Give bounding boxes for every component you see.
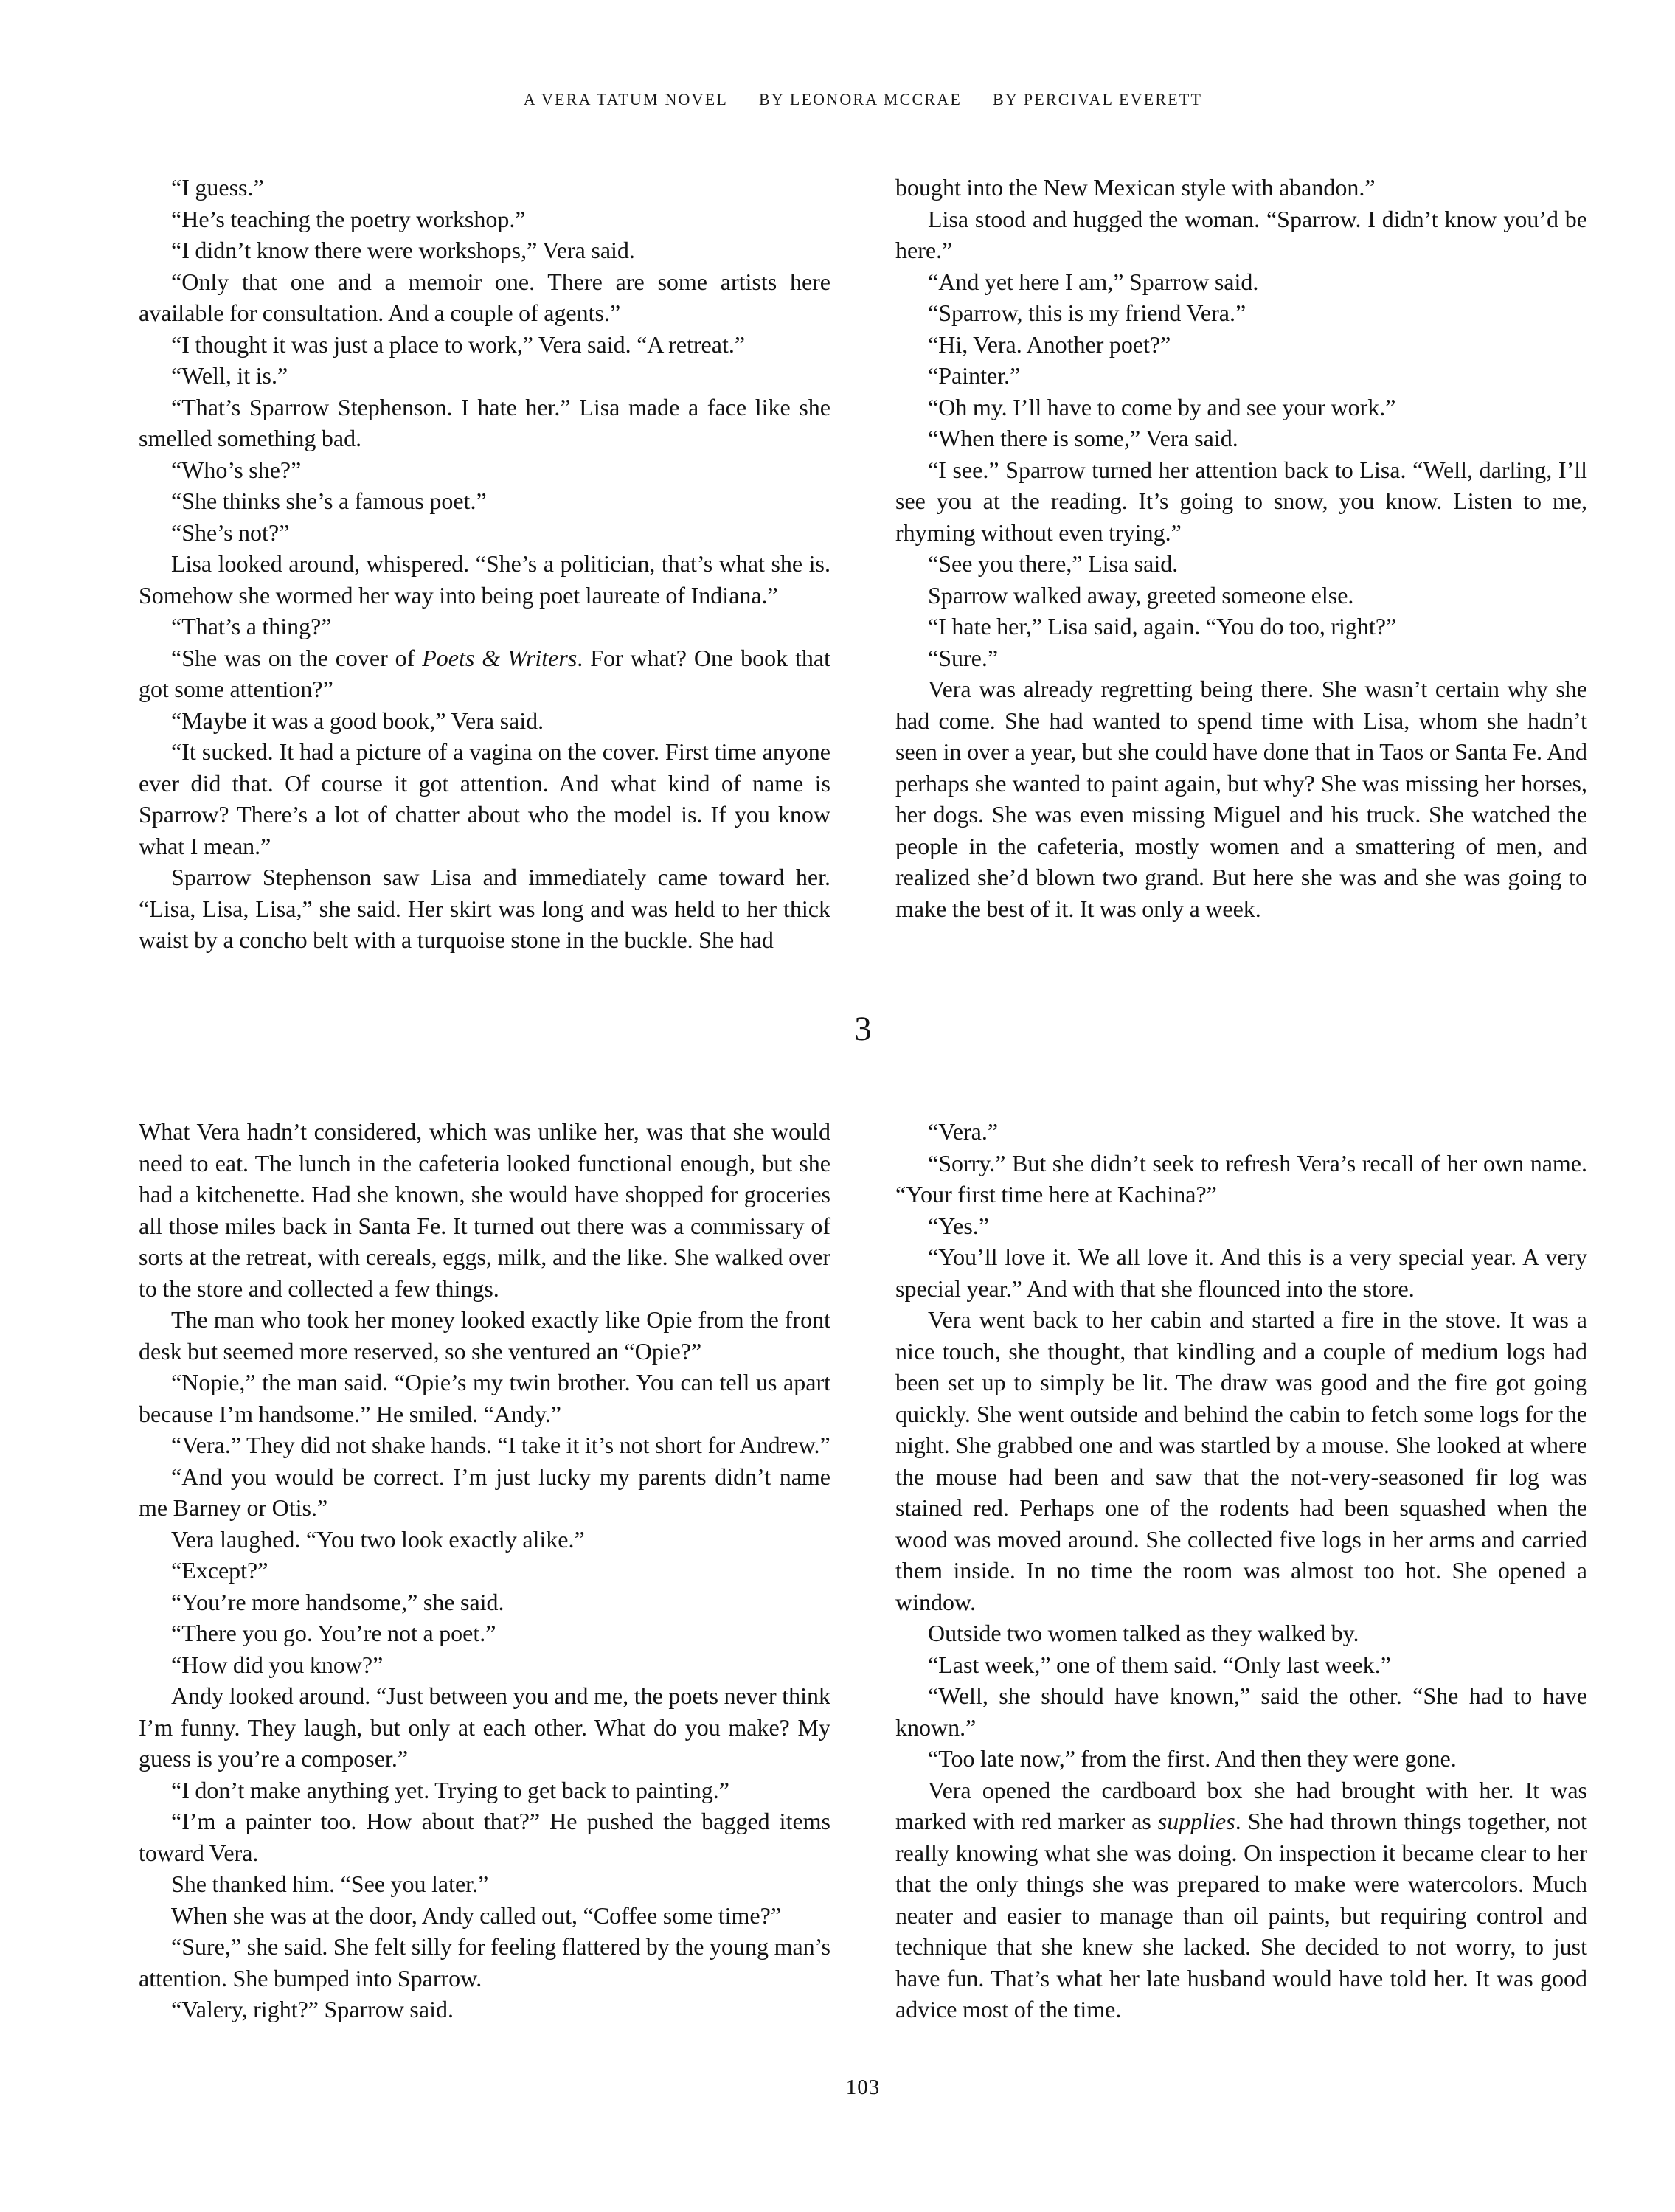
text-run: “I hate her,” Lisa said, again. “You do too, right?”	[928, 613, 1397, 639]
text-run: “Well, she should have known,” said the other. “She had to have known.”	[895, 1682, 1587, 1741]
text-run: “Maybe it was a good book,” Vera said.	[171, 707, 544, 734]
text-run: “Valery, right?” Sparrow said.	[171, 1996, 454, 2022]
text-run: “She thinks she’s a famous poet.”	[171, 488, 487, 514]
text-run: “Sparrow, this is my friend Vera.”	[928, 299, 1246, 326]
text-run: What Vera hadn’t considered, which was unlike her, was that she would need to eat. The lunch in the cafeteria looked functional enough, but she had a kitchenette. Had she known, she would have shopped for groceries all those miles back in Santa Fe. It turned out there was a commissary of sorts at the retreat, with cereals, eggs, milk, and the like. She walked over to the store and collected a few things.	[139, 1118, 830, 1302]
text-column-lower-right	[895, 1116, 1587, 2025]
text-run: . For what? One book that got some attention?”	[139, 644, 831, 702]
text-run: “Too late now,” from the first. And then they were gone.	[928, 1745, 1457, 1772]
paragraph	[895, 1304, 1587, 1618]
paragraph	[139, 548, 830, 611]
text-run: The man who took her money looked exactly like Opie from the front desk but seemed more reserved, so she ventured an “Opie?”	[139, 1306, 830, 1365]
text-run: “Hi, Vera. Another poet?”	[928, 330, 1171, 358]
upper-text-section	[139, 172, 1587, 956]
paragraph	[139, 1429, 830, 1461]
text-run: “That’s a thing?”	[171, 613, 332, 639]
paragraph	[895, 266, 1587, 298]
paragraph	[139, 360, 830, 392]
text-run: “Only that one and a memoir one. There are some artists here available for consultation. And a couple of agents.”	[139, 268, 830, 326]
paragraph	[139, 517, 830, 549]
paragraph	[139, 1587, 830, 1618]
paragraph	[139, 1618, 830, 1649]
text-run: Vera was already regretting being there. She wasn’t certain why she had come. She had wanted to spend time with Lisa, whom she hadn’t seen in over a year, but she could have done that in Taos or Santa Fe. And perhaps she wanted to paint again, but why? She was missing her horses, her dogs. She was even missing Miguel and his truck. She watched the people in the cafeteria, mostly women and a smattering of men, and realized she’d blown two grand. But here she was and she was going to make the best of it. It was only a week.	[895, 676, 1587, 922]
paragraph	[895, 611, 1587, 642]
paragraph	[139, 1775, 830, 1806]
text-run: “I’m a painter too. How about that?” He pushed the bagged items toward Vera.	[139, 1808, 830, 1866]
text-run: “I guess.”	[171, 174, 264, 201]
text-run: “Vera.”	[928, 1118, 999, 1145]
text-run: “You’ll love it. We all love it. And this is a very special year. A very special year.” And with that she flounced into the store.	[895, 1244, 1587, 1302]
header-author: BY PERCIVAL EVERETT	[992, 90, 1203, 108]
paragraph	[895, 172, 1587, 204]
paragraph	[895, 1116, 1587, 1148]
text-run: Vera laughed. “You two look exactly alike.”	[171, 1525, 585, 1553]
text-run: “Oh my. I’ll have to come by and see your work.”	[928, 393, 1396, 420]
text-run: “Nopie,” the man said. “Opie’s my twin brother. You can tell us apart because I’m handsome.” He smiled. “Andy.”	[139, 1369, 830, 1427]
paragraph	[895, 423, 1587, 454]
text-run: . She had thrown things together, not really knowing what she was doing. On inspection it became clear to her that the only things she was prepared to make were watercolors. Much neater and easier to manage than oil paints, but requiring control and technique that she knew she lacked. She decided to not worry, to just have fun. That’s what her late husband would have told her. It was good advice most of the time.	[895, 1808, 1588, 2022]
text-run: “Sorry.” But she didn’t seek to refresh Vera’s recall of her own name. “Your first time here at Kachina?”	[895, 1149, 1587, 1207]
text-run: “How did you know?”	[171, 1651, 384, 1678]
paragraph	[139, 1304, 830, 1367]
paragraph	[139, 1555, 830, 1587]
paragraph	[895, 204, 1587, 266]
paragraph	[139, 1931, 830, 1994]
italic-text: Poets & Writers	[422, 644, 578, 671]
paragraph	[895, 1775, 1587, 2025]
paragraph	[895, 1210, 1587, 1242]
paragraph	[895, 642, 1587, 674]
paragraph	[139, 454, 830, 486]
page-number: 103	[845, 2076, 881, 2099]
paragraph	[895, 1649, 1587, 1681]
text-run: “There you go. You’re not a poet.”	[171, 1620, 496, 1646]
text-run: “Except?”	[171, 1557, 268, 1584]
paragraph	[139, 1994, 830, 2025]
text-column-lower-left	[139, 1116, 830, 2025]
text-run: Sparrow Stephenson saw Lisa and immediately came toward her. “Lisa, Lisa, Lisa,” she said. Her skirt was long and was held to her thick waist by a concho belt with a turquoise stone in the buckle. She had	[139, 864, 830, 953]
paragraph	[895, 329, 1587, 361]
text-run: “You’re more handsome,” she said.	[171, 1588, 504, 1615]
paragraph	[139, 705, 830, 737]
paragraph	[895, 454, 1587, 549]
text-run: “Well, it is.”	[171, 362, 288, 389]
text-run: “And yet here I am,” Sparrow said.	[928, 268, 1259, 295]
text-run: She thanked him. “See you later.”	[171, 1871, 489, 1897]
paragraph	[139, 1367, 830, 1429]
running-header	[139, 90, 1587, 109]
text-run: Vera went back to her cabin and started a fire in the stove. It was a nice touch, she thought, that kindling and a couple of medium logs had been set up to simply be lit. The draw was good and the fire got going quickly. She went outside and behind the cabin to fetch some logs for the night. She grabbed one and was startled by a mouse. She looked at where the mouse had been and saw that the not-very-seasoned fir log was stained red. Perhaps one of the rodents had been squashed when the wood was moved around. She collected five logs in her arms and carried them inside. In no time the room was almost too hot. She opened a window.	[895, 1306, 1587, 1615]
paragraph	[895, 360, 1587, 392]
italic-text: supplies	[1157, 1808, 1235, 1834]
paragraph	[139, 1649, 830, 1681]
text-run: “She was on the cover of	[171, 644, 423, 671]
paragraph	[139, 1461, 830, 1524]
paragraph	[895, 1148, 1587, 1210]
text-run: “Last week,” one of them said. “Only last week.”	[928, 1651, 1391, 1678]
text-run: “I see.” Sparrow turned her attention back to Lisa. “Well, darling, I’ll see you at the reading. It’s going to snow, you know. Listen to me, rhyming without even trying.”	[895, 456, 1587, 546]
text-run: Lisa stood and hugged the woman. “Sparrow. I didn’t know you’d be here.”	[895, 205, 1587, 263]
paragraph	[139, 642, 830, 705]
text-run: Outside two women talked as they walked by.	[928, 1620, 1359, 1646]
paragraph	[139, 1524, 830, 1556]
paragraph	[139, 392, 830, 454]
text-run: “I don’t make anything yet. Trying to get back to painting.”	[171, 1776, 729, 1803]
text-run: “Painter.”	[928, 362, 1021, 389]
text-run: “Yes.”	[928, 1212, 989, 1239]
text-run: “See you there,” Lisa said.	[928, 550, 1179, 577]
header-novel-title: A VERA TATUM NOVEL	[523, 90, 729, 108]
chapter-number: 3	[854, 1010, 872, 1048]
text-run: “When there is some,” Vera said.	[928, 425, 1238, 451]
text-run: bought into the New Mexican style with abandon.”	[895, 174, 1376, 201]
paragraph	[139, 266, 830, 329]
text-run: “She’s not?”	[171, 519, 290, 546]
text-run: “I didn’t know there were workshops,” Vera said.	[171, 237, 635, 263]
paragraph	[139, 1900, 830, 1932]
paragraph	[895, 297, 1587, 329]
paragraph	[895, 1618, 1587, 1649]
paragraph	[139, 1116, 830, 1304]
paragraph	[895, 580, 1587, 611]
paragraph	[895, 1743, 1587, 1775]
text-run: When she was at the door, Andy called out, “Coffee some time?”	[171, 1901, 782, 1929]
text-run: “Vera.” They did not shake hands. “I take it it’s not short for Andrew.”	[171, 1432, 830, 1458]
lower-text-section	[139, 1116, 1587, 2025]
paragraph	[139, 1680, 830, 1775]
text-run: Vera opened the cardboard box she had brought with her. It was marked with red marker as	[895, 1776, 1587, 1834]
text-run: “Sure.”	[928, 644, 999, 671]
paragraph	[139, 861, 830, 956]
text-run: “I thought it was just a place to work,” Vera said. “A retreat.”	[171, 330, 746, 358]
paragraph	[139, 204, 830, 235]
paragraph	[895, 1241, 1587, 1304]
text-column-upper-right	[895, 172, 1587, 956]
paragraph	[139, 1806, 830, 1868]
paragraph	[895, 1680, 1587, 1743]
header-author-pseudonym: BY LEONORA MCCRAE	[759, 90, 962, 108]
text-run: Sparrow walked away, greeted someone else.	[928, 581, 1354, 609]
paragraph	[139, 485, 830, 517]
text-run: “Who’s she?”	[171, 456, 302, 483]
text-run: “That’s Sparrow Stephenson. I hate her.” Lisa made a face like she smelled something bad.	[139, 393, 830, 451]
text-run: Lisa looked around, whispered. “She’s a politician, that’s what she is. Somehow she wormed her way into being poet laureate of Indiana.”	[139, 550, 830, 609]
paragraph	[895, 673, 1587, 924]
paragraph	[139, 611, 830, 642]
text-run: Andy looked around. “Just between you and me, the poets never think I’m funny. They laugh, but only at each other. What do you make? My guess is you’re a composer.”	[139, 1682, 830, 1772]
paragraph	[895, 392, 1587, 423]
paragraph	[139, 736, 830, 861]
paragraph	[139, 1868, 830, 1900]
paragraph	[139, 172, 830, 204]
text-run: “Sure,” she said. She felt silly for feeling flattered by the young man’s attention. She bumped into Sparrow.	[139, 1933, 830, 1991]
text-run: “And you would be correct. I’m just lucky my parents didn’t name me Barney or Otis.”	[139, 1463, 830, 1521]
paragraph	[895, 548, 1587, 580]
text-run: “He’s teaching the poetry workshop.”	[171, 205, 526, 232]
text-column-upper-left	[139, 172, 830, 956]
paragraph	[139, 329, 830, 361]
paragraph	[139, 235, 830, 266]
text-run: “It sucked. It had a picture of a vagina on the cover. First time anyone ever did that. Of course it got attention. And what kind of name is Sparrow? There’s a lot of chatter about who the model is. If you know what I mean.”	[139, 738, 830, 859]
